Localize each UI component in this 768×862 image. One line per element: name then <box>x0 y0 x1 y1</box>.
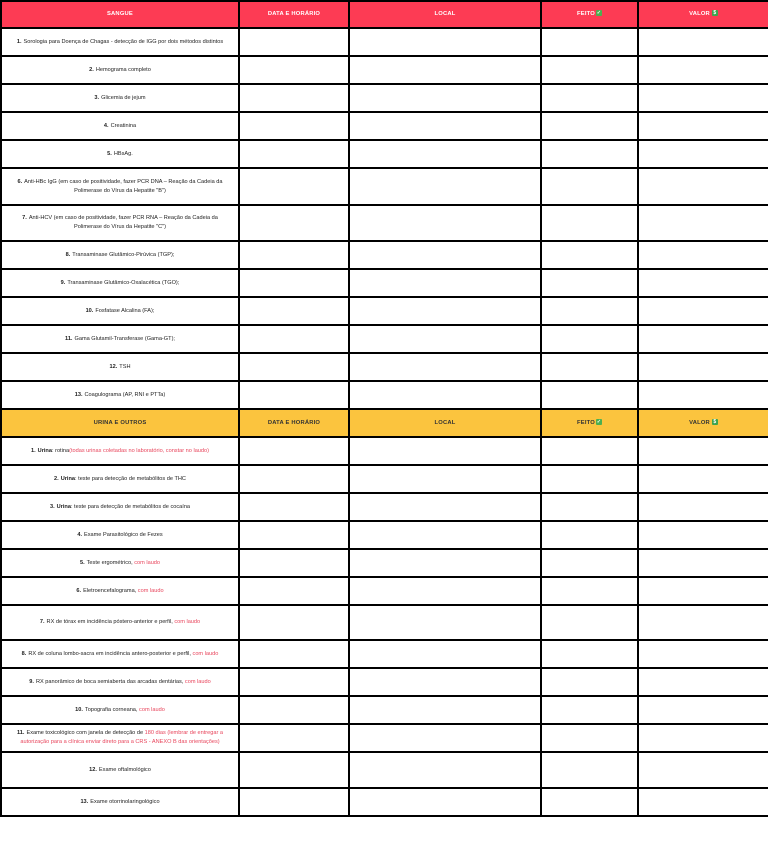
exam-number: 5. <box>107 150 112 157</box>
exam-number: 5. <box>79 559 85 566</box>
exam-text: RX panorâmico de boca semiaberta das arcadas dentárias, <box>35 678 185 685</box>
exam-note: com laudo <box>137 587 164 594</box>
table-row <box>1 493 768 521</box>
table-row <box>1 241 768 269</box>
exam-name-cell <box>1 752 239 788</box>
date-cell[interactable] <box>239 696 349 724</box>
exam-text: Sorologia para Doença de Chagas - detecção de IGG por dois métodos distintos <box>23 38 224 45</box>
exam-text: Hemograma completo <box>95 66 151 73</box>
done-cell[interactable] <box>541 724 638 752</box>
exam-name-cell <box>1 269 239 297</box>
value-cell[interactable] <box>638 493 768 521</box>
exam-number: 4. <box>103 122 109 129</box>
table-row <box>1 168 768 205</box>
exam-text: Transaminase Glutâmico-Pirúvica (TGP); <box>72 251 175 258</box>
done-cell[interactable] <box>541 752 638 788</box>
value-cell[interactable] <box>638 549 768 577</box>
value-cell[interactable] <box>638 381 768 409</box>
exam-text: Transaminase Glutâmico-Oxalacética (TGO); <box>67 279 180 286</box>
header-label: FEITO <box>577 419 595 426</box>
value-cell[interactable] <box>638 521 768 549</box>
exam-number: 12. <box>89 766 97 773</box>
done-cell[interactable] <box>541 84 638 112</box>
done-cell[interactable] <box>541 788 638 816</box>
value-cell[interactable] <box>638 112 768 140</box>
done-cell[interactable] <box>541 325 638 353</box>
exam-name-cell <box>1 724 239 752</box>
done-cell[interactable] <box>541 640 638 668</box>
exam-number: 2. <box>54 475 59 482</box>
table-row <box>1 437 768 465</box>
exam-text: : teste para detecção de metabólitos de THC <box>75 475 186 482</box>
exam-name-cell <box>1 577 239 605</box>
exam-name-cell <box>1 140 239 168</box>
exam-text: Exame otorrinolaringológico <box>90 798 160 805</box>
urina-header-0 <box>1 409 239 437</box>
location-cell[interactable] <box>349 493 541 521</box>
exam-note: com laudo <box>134 559 161 566</box>
date-cell[interactable] <box>239 269 349 297</box>
exam-text: Anti-HBc IgG (em caso de positividade, fazer PCR DNA – Reação da Cadeia da Polimerase do Vírus da Hepatite "B") <box>24 178 223 194</box>
exam-text: TSH <box>119 363 131 370</box>
sangue-header-4 <box>638 1 768 28</box>
done-cell[interactable] <box>541 241 638 269</box>
value-cell[interactable] <box>638 353 768 381</box>
exam-text: Exame Parasitológico de Fezes <box>84 531 163 538</box>
exam-number: 3. <box>94 94 100 101</box>
check-icon: ✓ <box>596 10 602 17</box>
location-cell[interactable] <box>349 84 541 112</box>
sangue-header-0 <box>1 1 239 28</box>
done-cell[interactable] <box>541 521 638 549</box>
exam-note: com laudo <box>184 678 211 685</box>
exam-name-cell <box>1 437 239 465</box>
date-cell[interactable] <box>239 241 349 269</box>
exam-name-cell <box>1 28 239 56</box>
exam-name-cell <box>1 605 239 640</box>
done-cell[interactable] <box>541 605 638 640</box>
value-cell[interactable] <box>638 605 768 640</box>
location-cell[interactable] <box>349 549 541 577</box>
location-cell[interactable] <box>349 668 541 696</box>
header-label: LOCAL <box>434 419 456 426</box>
table-row <box>1 269 768 297</box>
date-cell[interactable] <box>239 168 349 205</box>
exam-text: Topografia corneana, <box>84 706 140 713</box>
value-cell[interactable] <box>638 696 768 724</box>
table-row <box>1 381 768 409</box>
date-cell[interactable] <box>239 140 349 168</box>
done-cell[interactable] <box>541 28 638 56</box>
header-label: DATA E HORÁRIO <box>267 11 321 17</box>
value-cell[interactable] <box>638 724 768 752</box>
value-cell[interactable] <box>638 84 768 112</box>
exam-number: 12. <box>109 363 118 370</box>
date-cell[interactable] <box>239 297 349 325</box>
date-cell[interactable] <box>239 84 349 112</box>
exam-text: Creatinina <box>110 122 137 129</box>
table-row <box>1 696 768 724</box>
exam-name-cell <box>1 381 239 409</box>
done-cell[interactable] <box>541 140 638 168</box>
exam-name-cell <box>1 56 239 84</box>
exam-text: Fosfatase Alcalina (FA); <box>95 307 155 314</box>
done-cell[interactable] <box>541 297 638 325</box>
table-row <box>1 112 768 140</box>
exam-keyword: Urina <box>60 475 76 482</box>
done-cell[interactable] <box>541 112 638 140</box>
exam-number: 10. <box>75 706 83 713</box>
date-cell[interactable] <box>239 724 349 752</box>
exam-note: 180 dias (lembrar de entregar a autorização para a clínica enviar direto para a CRS - ANEXO B das orientações) <box>20 730 223 745</box>
date-cell[interactable] <box>239 640 349 668</box>
table-row <box>1 724 768 752</box>
done-cell[interactable] <box>541 56 638 84</box>
sangue-header-2 <box>349 1 541 28</box>
table-row <box>1 205 768 241</box>
done-cell[interactable] <box>541 353 638 381</box>
sangue-header-row <box>1 1 768 28</box>
exam-name-cell <box>1 241 239 269</box>
location-cell[interactable] <box>349 112 541 140</box>
date-cell[interactable] <box>239 521 349 549</box>
location-cell[interactable] <box>349 353 541 381</box>
urina-header-row <box>1 409 768 437</box>
location-cell[interactable] <box>349 437 541 465</box>
exam-name-cell <box>1 205 239 241</box>
exam-number: 7. <box>39 619 45 625</box>
exam-text: : teste para detecção de metabólitos de cocaína <box>70 503 191 510</box>
exam-name-cell <box>1 668 239 696</box>
value-cell[interactable] <box>638 28 768 56</box>
urina-header-4 <box>638 409 768 437</box>
location-cell[interactable] <box>349 577 541 605</box>
date-cell[interactable] <box>239 752 349 788</box>
exam-text: RX de tórax em incidência póstero-anterior e perfil, <box>46 619 175 625</box>
exam-name-cell <box>1 84 239 112</box>
exam-number: 13. <box>74 391 83 398</box>
table-row <box>1 353 768 381</box>
location-cell[interactable] <box>349 28 541 56</box>
exam-name-cell <box>1 297 239 325</box>
exam-text: HBsAg. <box>113 150 133 157</box>
exam-name-cell <box>1 549 239 577</box>
location-cell[interactable] <box>349 640 541 668</box>
exam-number: 1. <box>30 447 36 454</box>
date-cell[interactable] <box>239 549 349 577</box>
exam-name-cell <box>1 696 239 724</box>
location-cell[interactable] <box>349 269 541 297</box>
value-cell[interactable] <box>638 465 768 493</box>
value-cell[interactable] <box>638 752 768 788</box>
done-cell[interactable] <box>541 269 638 297</box>
exam-note: (todas urinas coletadas no laboratório, constar no laudo) <box>69 447 210 454</box>
done-cell[interactable] <box>541 577 638 605</box>
table-row <box>1 668 768 696</box>
location-cell[interactable] <box>349 696 541 724</box>
date-cell[interactable] <box>239 325 349 353</box>
value-cell[interactable] <box>638 205 768 241</box>
exam-text: Exame toxicológico com janela de detecção de <box>26 730 145 736</box>
header-label: FEITO <box>577 11 595 17</box>
date-cell[interactable] <box>239 205 349 241</box>
header-label: URINA E OUTROS <box>93 419 147 426</box>
exam-number: 11. <box>65 335 73 342</box>
exam-keyword: Urina <box>37 447 52 454</box>
date-cell[interactable] <box>239 788 349 816</box>
table-row <box>1 28 768 56</box>
location-cell[interactable] <box>349 465 541 493</box>
date-cell[interactable] <box>239 493 349 521</box>
exam-text: RX de coluna lombo-sacra em incidência antero-posterior e perfil, <box>28 650 193 657</box>
location-cell[interactable] <box>349 205 541 241</box>
location-cell[interactable] <box>349 56 541 84</box>
location-cell[interactable] <box>349 297 541 325</box>
date-cell[interactable] <box>239 112 349 140</box>
location-cell[interactable] <box>349 788 541 816</box>
location-cell[interactable] <box>349 381 541 409</box>
value-cell[interactable] <box>638 437 768 465</box>
urina-header-3 <box>541 409 638 437</box>
table-row <box>1 297 768 325</box>
table-row <box>1 325 768 353</box>
value-cell[interactable] <box>638 640 768 668</box>
exam-name-cell <box>1 112 239 140</box>
exam-number: 8. <box>21 650 27 657</box>
table-row <box>1 577 768 605</box>
done-cell[interactable] <box>541 549 638 577</box>
date-cell[interactable] <box>239 465 349 493</box>
urina-header-1 <box>239 409 349 437</box>
date-cell[interactable] <box>239 668 349 696</box>
exam-text: : rotina <box>51 447 70 454</box>
exam-number: 9. <box>29 678 34 685</box>
exam-number: 8. <box>65 251 71 258</box>
exam-name-cell <box>1 493 239 521</box>
value-cell[interactable] <box>638 140 768 168</box>
done-cell[interactable] <box>541 168 638 205</box>
exam-number: 10. <box>85 307 94 314</box>
table-row <box>1 788 768 816</box>
exam-number: 2. <box>89 66 94 73</box>
exam-text: Anti-HCV (em caso de positividade, fazer PCR RNA – Reação da Cadeia da Polimerase do Vírus da Hepatite "C") <box>28 215 218 230</box>
exam-number: 6. <box>17 178 23 185</box>
exam-name-cell <box>1 325 239 353</box>
exam-number: 11. <box>17 730 25 736</box>
exam-note: com laudo <box>174 619 201 625</box>
date-cell[interactable] <box>239 381 349 409</box>
date-cell[interactable] <box>239 56 349 84</box>
done-cell[interactable] <box>541 465 638 493</box>
urina-header-2 <box>349 409 541 437</box>
exam-number: 9. <box>60 279 66 286</box>
exam-text: Glicemia de jejum <box>101 94 146 101</box>
done-cell[interactable] <box>541 437 638 465</box>
exam-number: 13. <box>80 798 89 805</box>
table-row <box>1 56 768 84</box>
value-cell[interactable] <box>638 269 768 297</box>
table-row <box>1 140 768 168</box>
check-icon: ✓ <box>596 418 602 425</box>
exam-number: 4. <box>77 531 82 538</box>
date-cell[interactable] <box>239 353 349 381</box>
location-cell[interactable] <box>349 752 541 788</box>
money-icon: $ <box>713 418 717 425</box>
exam-number: 3. <box>49 503 55 510</box>
header-label: VALOR <box>689 11 710 17</box>
exam-name-cell <box>1 640 239 668</box>
exam-note: com laudo <box>192 650 219 657</box>
exam-text: Exame oftalmológico <box>98 766 151 773</box>
location-cell[interactable] <box>349 140 541 168</box>
date-cell[interactable] <box>239 577 349 605</box>
exam-name-cell <box>1 788 239 816</box>
exam-name-cell <box>1 353 239 381</box>
exam-number: 7. <box>22 215 27 221</box>
exam-name-cell <box>1 168 239 205</box>
exam-number: 1. <box>16 38 22 45</box>
date-cell[interactable] <box>239 437 349 465</box>
exam-text: Gama Glutamil-Transferase (Gama-GT); <box>74 335 175 342</box>
table-row <box>1 640 768 668</box>
table-row <box>1 752 768 788</box>
location-cell[interactable] <box>349 605 541 640</box>
header-label: VALOR <box>689 419 710 426</box>
location-cell[interactable] <box>349 168 541 205</box>
value-cell[interactable] <box>638 577 768 605</box>
date-cell[interactable] <box>239 605 349 640</box>
header-label: DATA E HORÁRIO <box>267 419 321 426</box>
value-cell[interactable] <box>638 297 768 325</box>
done-cell[interactable] <box>541 381 638 409</box>
table-row <box>1 465 768 493</box>
value-cell[interactable] <box>638 788 768 816</box>
value-cell[interactable] <box>638 241 768 269</box>
location-cell[interactable] <box>349 241 541 269</box>
location-cell[interactable] <box>349 325 541 353</box>
value-cell[interactable] <box>638 668 768 696</box>
date-cell[interactable] <box>239 28 349 56</box>
done-cell[interactable] <box>541 493 638 521</box>
value-cell[interactable] <box>638 325 768 353</box>
sangue-header-1 <box>239 1 349 28</box>
location-cell[interactable] <box>349 521 541 549</box>
exam-note: com laudo <box>139 706 165 713</box>
exam-name-cell <box>1 521 239 549</box>
done-cell[interactable] <box>541 205 638 241</box>
value-cell[interactable] <box>638 168 768 205</box>
table-row <box>1 549 768 577</box>
value-cell[interactable] <box>638 56 768 84</box>
exam-keyword: Urina <box>56 503 71 510</box>
sangue-header-3 <box>541 1 638 28</box>
location-cell[interactable] <box>349 724 541 752</box>
header-label: LOCAL <box>434 11 456 17</box>
money-icon: $ <box>713 10 717 17</box>
done-cell[interactable] <box>541 696 638 724</box>
done-cell[interactable] <box>541 668 638 696</box>
table-row <box>1 605 768 640</box>
header-label: SANGUE <box>106 11 133 17</box>
exam-number: 6. <box>76 587 82 594</box>
exam-text: Teste ergométrico, <box>86 559 135 566</box>
table-row <box>1 521 768 549</box>
exam-text: Coagulograma (AP, RNI e PTTa) <box>84 391 166 398</box>
exam-text: Eletroencefalograma, <box>83 587 138 594</box>
table-row <box>1 84 768 112</box>
exam-name-cell <box>1 465 239 493</box>
